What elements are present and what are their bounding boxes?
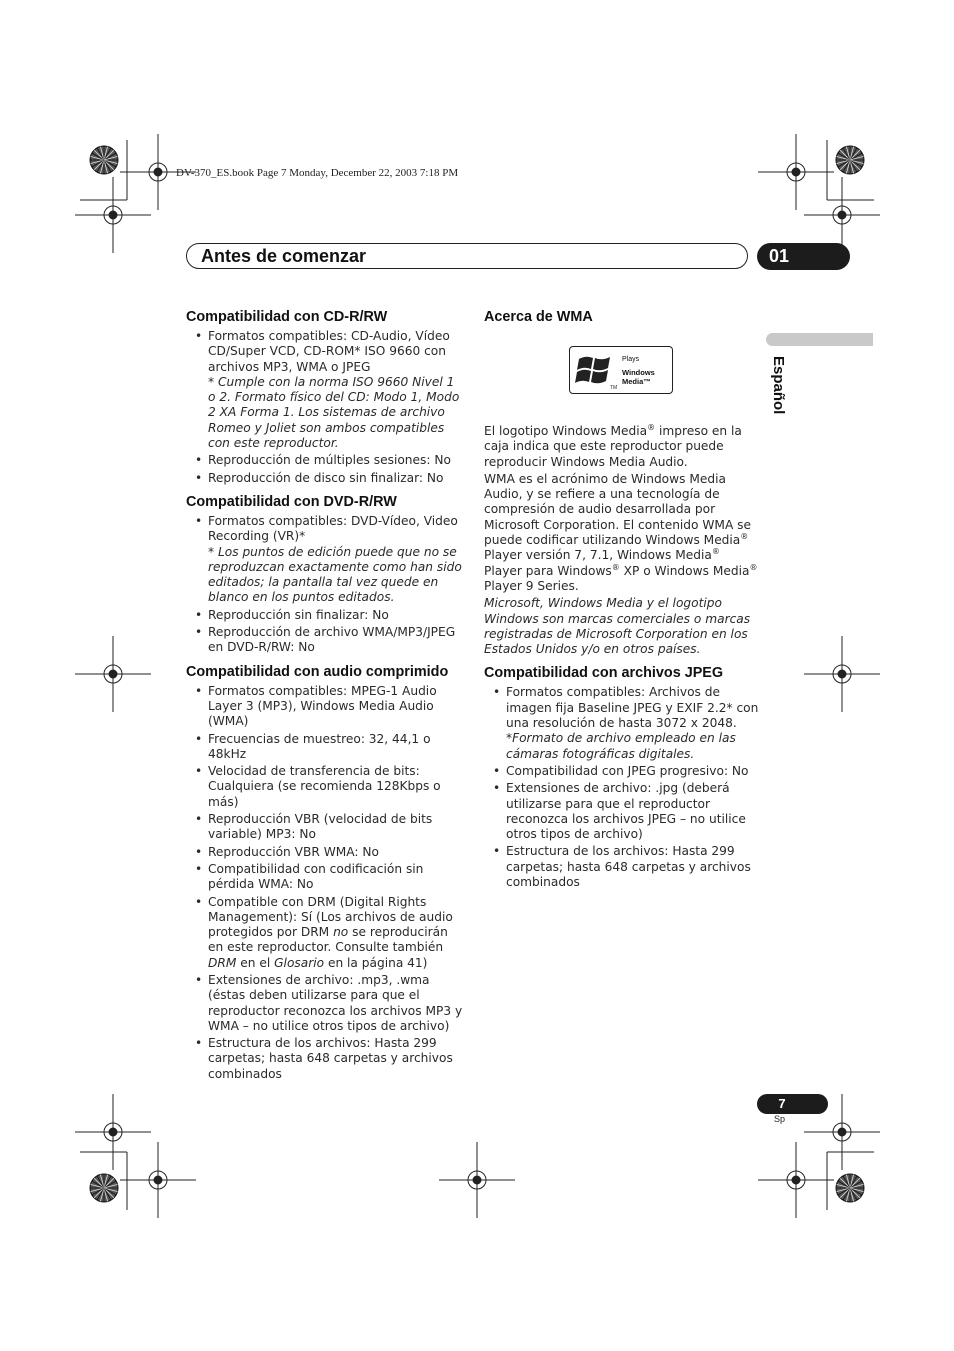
language-tab: [766, 333, 873, 346]
crosshair-target-icon: [75, 177, 151, 253]
list-item: • Estructura de los archivos: Hasta 299 carpetas; hasta 648 carpetas y archivos combinados: [484, 844, 759, 890]
windows-media-logo: [569, 346, 673, 394]
crosshair-target-icon: [75, 1094, 151, 1170]
logo-tm: TM: [610, 385, 618, 391]
crosshair-target-icon: [804, 636, 880, 712]
text-run: se reproducirán en este reproductor. Consulte también: [208, 925, 448, 955]
list-item: • Compatibilidad con JPEG progresivo: No: [484, 764, 759, 779]
list-item: • Estructura de los archivos: Hasta 299 carpetas; hasta 648 carpetas y archivos combinados: [186, 1036, 464, 1082]
wma-paragraph-1: [484, 424, 759, 470]
wma-heading: Acerca de WMA: [484, 309, 593, 325]
list-item: [186, 895, 464, 971]
list-item: • Reproducción de disco sin finalizar: No: [186, 471, 464, 486]
logo-wordmark: [622, 368, 655, 386]
registered-mark: ®: [740, 532, 749, 542]
registered-mark: ®: [647, 422, 656, 432]
text-run: Player 9 Series.: [484, 578, 579, 593]
wma-paragraph-2: [484, 472, 759, 594]
file-info: DV-370_ES.book Page 7 Monday, December 22, 2003 7:18 PM: [176, 167, 459, 179]
starburst-mark-icon: [90, 1174, 118, 1202]
glossary-term: DRM: [208, 955, 237, 970]
text-run: WMA es el acrónimo de Windows Media Audio, y se refiere a una tecnología de compresión de audio desarrollada por Microsoft Corporation. El contenido WMA se puede codificar utilizando Windows Media: [484, 471, 751, 548]
chapter-badge: [757, 243, 850, 270]
text-run-italic: no: [333, 925, 349, 940]
bullet-note: * Los puntos de edición puede que no se reproduzcan exactamente como han sido editados; la pantalla tal vez quede en blanco en los puntos editados.: [208, 544, 462, 605]
list-item: • Reproducción VBR (velocidad de bits variable) MP3: No: [186, 812, 464, 843]
windows-flag-icon: [575, 351, 615, 389]
page-badge: [757, 1094, 828, 1114]
text-run: Player versión 7, 7.1, Windows Media: [484, 548, 712, 563]
section-header: [186, 243, 748, 269]
starburst-mark-icon: [90, 146, 118, 174]
language-label: Español: [770, 356, 787, 415]
bullet-note: *Formato de archivo empleado en las cámaras fotográficas digitales.: [506, 731, 736, 761]
text-run: en el: [236, 955, 275, 970]
list-item: • Compatibilidad con codificación sin pérdida WMA: No: [186, 862, 464, 893]
logo-line: Windows: [622, 368, 655, 377]
bullet-text: Formatos compatibles: CD-Audio, Vídeo CD/Super VCD, CD-ROM* ISO 9660 con archivos MP3, WMA o JPEG: [208, 329, 450, 374]
crosshair-target-icon: [75, 636, 151, 712]
starburst-mark-icon: [836, 146, 864, 174]
compressed-audio-heading: Compatibilidad con audio comprimido: [186, 663, 449, 680]
cd-rw-list: [186, 329, 464, 486]
crosshair-target-icon: [439, 1142, 515, 1218]
list-item: • Formatos compatibles: MPEG-1 Audio Layer 3 (MP3), Windows Media Audio (WMA): [186, 684, 464, 730]
text-run: Compatible con DRM (Digital Rights Management): Sí (Los archivos de audio protegidos por DRM: [208, 894, 453, 940]
bullet-text: Formatos compatibles: DVD-Vídeo, Video Recording (VR)*: [208, 513, 458, 544]
bullet-text: Formatos compatibles: Archivos de imagen fija Baseline JPEG y EXIF 2.2* con una resolución de hasta 3072 x 2048.: [506, 685, 759, 731]
starburst-mark-icon: [836, 1174, 864, 1202]
crosshair-target-icon: [120, 1142, 196, 1218]
jpeg-list: [484, 685, 759, 890]
list-item: [484, 685, 759, 761]
registered-mark: ®: [711, 547, 720, 557]
jpeg-heading: Compatibilidad con archivos JPEG: [484, 665, 724, 682]
list-item: • Extensiones de archivo: .jpg (deberá utilizarse para que el reproductor reconozca los archivos JPEG – no utilice otros tipos de archivo): [484, 781, 759, 842]
dvd-rw-heading: Compatibilidad con DVD-R/RW: [186, 493, 397, 510]
logo-line: Media™: [622, 377, 651, 386]
crosshair-target-icon: [804, 177, 880, 253]
list-item: • Frecuencias de muestreo: 32, 44,1 o 48kHz: [186, 732, 464, 763]
logo-plays: Plays: [622, 356, 640, 363]
wma-trademark-note: Microsoft, Windows Media y el logotipo Windows son marcas comerciales o marcas registradas de Microsoft Corporation en los Estados Unidos y/o en otros países.: [484, 596, 751, 657]
chapter-number: 01: [769, 246, 790, 266]
section-title: Antes de comenzar: [201, 246, 367, 266]
bullet-note: * Cumple con la norma ISO 9660 Nivel 1 o 2. Formato físico del CD: Modo 1, Modo 2 XA Forma 1. Los sistemas de archivo Romeo y Joliet son ambos compatibles con este reproductor.: [208, 374, 460, 451]
compressed-audio-list: [186, 684, 464, 1082]
crosshair-target-icon: [758, 1142, 834, 1218]
text-run: en la página 41): [324, 955, 428, 970]
list-item: • Reproducción VBR WMA: No: [186, 845, 464, 860]
dvd-rw-list: [186, 514, 464, 656]
list-item: • Reproducción de múltiples sesiones: No: [186, 453, 464, 468]
page-number: 7: [778, 1096, 786, 1111]
right-column: [484, 308, 759, 892]
left-column: [186, 308, 464, 1084]
glossary-ref: Glosario: [274, 955, 325, 970]
list-item: • Reproducción de archivo WMA/MP3/JPEG en DVD-R/RW: No: [186, 625, 464, 656]
list-item: [186, 514, 464, 606]
text-run: impreso en la caja indica que este reproductor puede reproducir Windows Media Audio.: [484, 424, 742, 469]
page-language: Sp: [774, 1114, 786, 1124]
text-run: XP o Windows Media: [619, 563, 750, 578]
list-item: • Velocidad de transferencia de bits: Cualquiera (se recomienda 128Kbps o más): [186, 764, 464, 810]
registered-mark: ®: [611, 562, 620, 572]
list-item: [186, 329, 464, 451]
registered-mark: ®: [749, 562, 758, 572]
list-item: • Extensiones de archivo: .mp3, .wma (éstas deben utilizarse para que el reproductor reconozca los archivos MP3 y WMA – no utilice otros tipos de archivo): [186, 973, 464, 1034]
cd-rw-heading: Compatibilidad con CD-R/RW: [186, 309, 388, 325]
text-run: Player para Windows: [484, 563, 612, 578]
list-item: • Reproducción sin finalizar: No: [186, 608, 464, 623]
crosshair-target-icon: [758, 134, 834, 210]
text-run: El logotipo Windows Media: [484, 424, 648, 438]
